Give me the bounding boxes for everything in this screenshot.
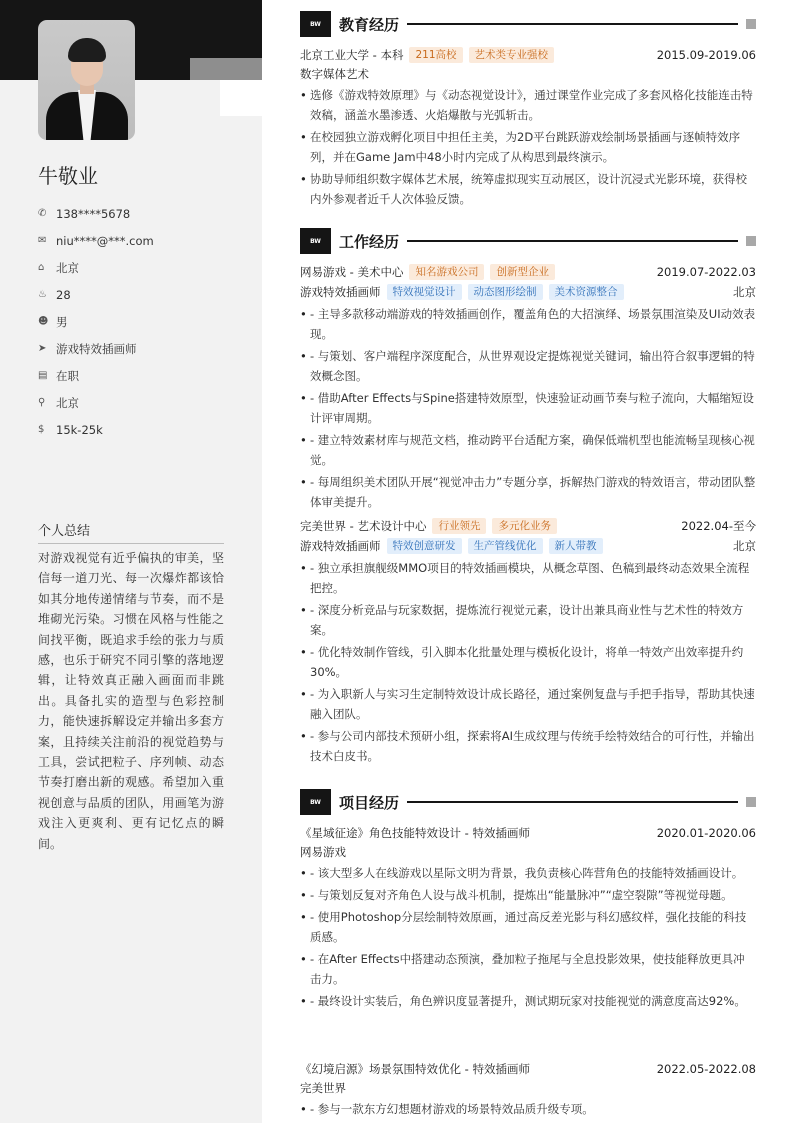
company-tag: 创新型企业: [490, 264, 555, 280]
info-target-position: ➤ 游戏特效插画师: [38, 341, 137, 356]
company-row: [300, 262, 756, 282]
list-item: • - 每周组织美术团队开展“视觉冲击力”专题分享，拆解热门游戏的特效语言，带动团队整体审美提升。: [300, 472, 756, 512]
school-name: 北京工业大学 - 本科: [300, 48, 404, 62]
project-title: 《星域征途》角色技能特效设计 - 特效插画师: [300, 826, 530, 840]
project-org: 网易游戏: [300, 845, 346, 859]
location-icon: ⚲: [38, 397, 46, 408]
education-date: 2015.09-2019.06: [656, 48, 756, 62]
mail-icon: ✉: [38, 235, 47, 246]
role-tag: 特效创意研发: [387, 538, 462, 554]
work-city: 北京: [733, 539, 756, 553]
section-badge: BW: [300, 789, 331, 815]
company-tag: 行业领先: [432, 518, 486, 534]
work-city: 北京: [733, 285, 756, 299]
list-item: • - 最终设计实装后，角色辨识度显著提升，测试期玩家对技能视觉的满意度高达92%。: [300, 991, 756, 1011]
list-item: • 在校园独立游戏孵化项目中担任主美，为2D平台跳跃游戏绘制场景插画与逐帧特效序列，并在Game Jam中48小时内完成了从构思到最终演示。: [300, 127, 756, 167]
info-salary: $ 15k-25k: [38, 422, 103, 437]
role-tag: 新人带教: [549, 538, 603, 554]
project-bullets: [300, 863, 756, 1011]
company-tag: 知名游戏公司: [409, 264, 484, 280]
project-section-title: 项目经历: [339, 793, 400, 812]
section-divider: [407, 240, 738, 242]
cake-icon: ♨: [38, 289, 47, 300]
school-tag: 艺术类专业强校: [469, 47, 555, 63]
role-tag: 特效视觉设计: [387, 284, 462, 300]
work-block-2: [300, 516, 756, 768]
section-divider: [407, 801, 738, 803]
project-date: 2020.01-2020.06: [656, 826, 756, 840]
candidate-name: 牛敬业: [38, 164, 98, 188]
list-item: • - 为入职新人与实习生定制特效设计成长路径，通过案例复盘与手把手指导，帮助其快速融入团队。: [300, 684, 756, 724]
role-tag: 生产管线优化: [468, 538, 543, 554]
project-title: 《幻境启源》场景氛围特效优化 - 特效插画师: [300, 1062, 530, 1076]
role-tag: 动态图形绘制: [468, 284, 543, 300]
project-block-2: [300, 1059, 756, 1121]
list-item: • - 使用Photoshop分层绘制特效原画，通过高反差光影与科幻感纹样，强化技能的科技质感。: [300, 907, 756, 947]
project-block-1: [300, 823, 756, 1013]
project-org: 完美世界: [300, 1081, 346, 1095]
home-icon: ⌂: [38, 262, 45, 273]
company-row: [300, 516, 756, 536]
role-title: 游戏特效插画师: [300, 539, 381, 553]
education-section-header: [300, 11, 756, 37]
company-name: 完美世界 - 艺术设计中心: [300, 519, 427, 533]
section-end-marker: [746, 236, 756, 246]
list-item: • - 主导多款移动端游戏的特效插画创作，覆盖角色的大招演绎、场景氛围渲染及UI动效表现。: [300, 304, 756, 344]
sidebar-header-accent: [190, 58, 262, 80]
phone-icon: ✆: [38, 208, 47, 219]
list-item: • - 优化特效制作管线，引入脚本化批量处理与模板化设计，将单一特效产出效率提升约30%。: [300, 642, 756, 682]
sidebar-header-notch: [220, 80, 262, 116]
project-section-header: [300, 789, 756, 815]
company-tag: 多元化业务: [492, 518, 557, 534]
role-title: 游戏特效插画师: [300, 285, 381, 299]
role-tag: 美术资源整合: [549, 284, 624, 300]
gender-icon: ☻: [38, 316, 49, 327]
summary-text: 对游戏视觉有近乎偏执的审美，坚信每一道刀光、每一次爆炸都该恰如其分地传递情绪与节奏，而不是堆砌光污染。习惯在风格与性能之间找平衡，既追求手绘的张力与质感，也乐于研究不同引擎的落地逻辑，让特效真正融入画面而非跳出。具备扎实的造型与色彩控制力，能快速拆解设定并输出多套方案，且持续关注前沿的视觉趋势与工具，尝试把粒子、序列帧、动态节奏打磨出新的观感。希望加入重视创意与品质的团队，用画笔为游戏注入更爽利、更有记忆点的瞬间。: [38, 551, 224, 851]
work-block-1: [300, 262, 756, 514]
project-bullets: [300, 1099, 756, 1119]
list-item: • - 独立承担旗舰级MMO项目的特效插画模块，从概念草图、色稿到最终动态效果全流程把控。: [300, 558, 756, 598]
section-end-marker: [746, 19, 756, 29]
project-date: 2022.05-2022.08: [656, 1062, 756, 1076]
company-name: 网易游戏 - 美术中心: [300, 265, 404, 279]
info-target-city: ⚲ 北京: [38, 395, 79, 410]
list-item: • - 深度分析竞品与玩家数据，提炼流行视觉元素，设计出兼具商业性与艺术性的特效方案。: [300, 600, 756, 640]
section-end-marker: [746, 797, 756, 807]
info-phone: ✆ 138****5678: [38, 206, 131, 221]
list-item: • - 借助After Effects与Spine搭建特效原型，快速验证动画节奏与粒子流向，大幅缩短设计评审周期。: [300, 388, 756, 428]
role-row: [300, 536, 756, 556]
work-section-header: [300, 228, 756, 254]
work-date: 2022.04-至今: [681, 519, 756, 533]
list-item: • - 在After Effects中搭建动态预演，叠加粒子拖尾与全息投影效果，使技能释放更具冲击力。: [300, 949, 756, 989]
section-divider: [407, 23, 738, 25]
list-item: • - 参与公司内部技术预研小组，探索将AI生成纹理与传统手绘特效结合的可行性，并输出技术白皮书。: [300, 726, 756, 766]
info-residence: ⌂ 北京: [38, 260, 79, 275]
list-item: • - 该大型多人在线游戏以星际文明为背景，我负责核心阵营角色的技能特效插画设计。: [300, 863, 756, 883]
info-status: ▤ 在职: [38, 368, 79, 383]
work-bullets: [300, 558, 756, 766]
list-item: • - 参与一款东方幻想题材游戏的场景特效品质升级专项。: [300, 1099, 756, 1119]
project-row: [300, 1059, 756, 1079]
salary-icon: $: [38, 424, 45, 435]
list-item: • - 建立特效素材库与规范文档，推动跨平台适配方案，确保低端机型也能流畅呈现核心视觉。: [300, 430, 756, 470]
list-item: • 选修《游戏特效原理》与《动态视觉设计》，通过课堂作业完成了多套风格化技能连击特效稿，涵盖水墨渗透、火焰爆散与光弧斩击。: [300, 85, 756, 125]
section-badge: BW: [300, 228, 331, 254]
major: 数字媒体艺术: [300, 67, 369, 81]
work-bullets: [300, 304, 756, 512]
education-bullets: [300, 85, 756, 209]
summary-title: 个人总结: [38, 520, 224, 544]
school-tag: 211高校: [409, 47, 462, 63]
avatar: [38, 20, 135, 140]
section-badge: BW: [300, 11, 331, 37]
project-row: [300, 823, 756, 843]
work-date: 2019.07-2022.03: [656, 265, 756, 279]
list-item: • - 与策划反复对齐角色人设与战斗机制，提炼出“能量脉冲”“虚空裂隙”等视觉母题。: [300, 885, 756, 905]
info-email: ✉ niu****@***.com: [38, 233, 154, 248]
list-item: • - 与策划、客户端程序深度配合，从世界观设定提炼视觉关键词，输出符合叙事逻辑的特效概念图。: [300, 346, 756, 386]
education-block: [300, 45, 756, 211]
list-item: • 协助导师组织数字媒体艺术展，统筹虚拟现实互动展区，设计沉浸式光影环境，获得校内外参观者近千人次体验反馈。: [300, 169, 756, 209]
info-age: ♨ 28: [38, 287, 71, 302]
education-section-title: 教育经历: [339, 15, 400, 34]
role-row: [300, 282, 756, 302]
education-row: [300, 45, 756, 65]
work-section-title: 工作经历: [339, 232, 400, 251]
info-gender: ☻ 男: [38, 314, 68, 329]
briefcase-icon: ▤: [38, 370, 48, 381]
send-icon: ➤: [38, 343, 47, 354]
contact-info: [38, 200, 248, 443]
